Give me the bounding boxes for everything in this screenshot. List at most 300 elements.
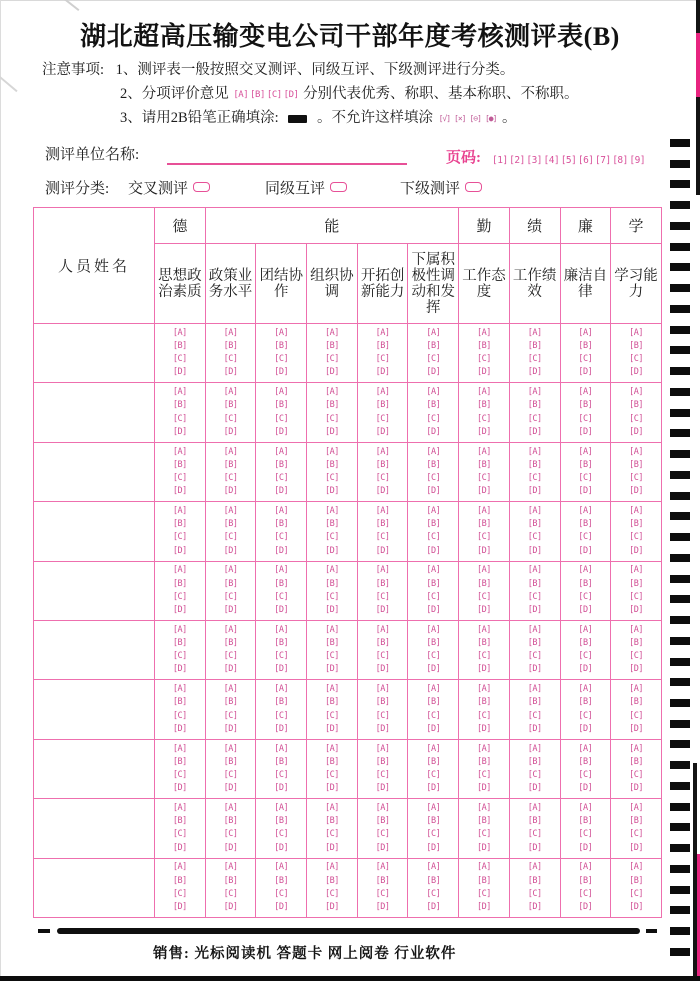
bubble-D[interactable]: [D]	[578, 783, 593, 794]
bubble-C[interactable]: [C]	[274, 472, 289, 483]
bubble-C[interactable]: [C]	[274, 354, 289, 365]
bubble-C[interactable]: [C]	[274, 710, 289, 721]
bubble-D[interactable]: [D]	[629, 664, 643, 675]
bubble-B[interactable]: [B]	[223, 756, 238, 767]
bubble-A[interactable]: [A]	[527, 802, 542, 813]
bubble-C[interactable]: [C]	[629, 591, 643, 602]
bubble-A[interactable]: [A]	[172, 862, 187, 873]
bubble-C[interactable]: [C]	[375, 472, 390, 483]
bubble-C[interactable]: [C]	[223, 888, 238, 899]
bubble-B[interactable]: [B]	[426, 340, 441, 351]
bubble-A[interactable]: [A]	[578, 505, 593, 516]
bubble-D[interactable]: [D]	[172, 486, 187, 497]
bubble-B[interactable]: [B]	[172, 578, 187, 589]
bubble-C[interactable]: [C]	[527, 472, 542, 483]
bubble-D[interactable]: [D]	[375, 664, 390, 675]
bubble-B[interactable]: [B]	[426, 578, 441, 589]
page-number-bubble[interactable]: [4]	[543, 155, 560, 166]
bubble-B[interactable]: [B]	[477, 637, 491, 648]
name-cell[interactable]	[34, 620, 155, 679]
bubble-A[interactable]: [A]	[527, 624, 542, 635]
bubble-B[interactable]: [B]	[426, 875, 441, 886]
bubble-D[interactable]: [D]	[324, 842, 339, 853]
bubble-A[interactable]: [A]	[629, 802, 643, 813]
bubble-D[interactable]: [D]	[426, 486, 441, 497]
bubble-B[interactable]: [B]	[375, 875, 390, 886]
bubble-A[interactable]: [A]	[527, 862, 542, 873]
bubble-A[interactable]: [A]	[375, 862, 390, 873]
bubble-D[interactable]: [D]	[426, 664, 441, 675]
bubble-B[interactable]: [B]	[527, 340, 542, 351]
bubble-C[interactable]: [C]	[477, 591, 491, 602]
bubble-A[interactable]: [A]	[477, 446, 491, 457]
bubble-A[interactable]: [A]	[274, 862, 289, 873]
bubble-B[interactable]: [B]	[375, 816, 390, 827]
bubble-B[interactable]: [B]	[629, 578, 643, 589]
bubble-B[interactable]: [B]	[426, 816, 441, 827]
bubble-A[interactable]: [A]	[172, 802, 187, 813]
bubble-A[interactable]: [A]	[172, 743, 187, 754]
bubble-C[interactable]: [C]	[578, 769, 593, 780]
bubble-C[interactable]: [C]	[172, 829, 187, 840]
bubble-D[interactable]: [D]	[223, 604, 238, 615]
bubble-B[interactable]: [B]	[629, 459, 643, 470]
bubble-D[interactable]: [D]	[324, 545, 339, 556]
bubble-C[interactable]: [C]	[426, 591, 441, 602]
bubble-B[interactable]: [B]	[375, 697, 390, 708]
bubble-A[interactable]: [A]	[274, 802, 289, 813]
bubble-A[interactable]: [A]	[578, 565, 593, 576]
bubble-D[interactable]: [D]	[375, 367, 390, 378]
bubble-D[interactable]: [D]	[274, 545, 289, 556]
bubble-B[interactable]: [B]	[578, 340, 593, 351]
bubble-D[interactable]: [D]	[527, 723, 542, 734]
bubble-A[interactable]: [A]	[223, 624, 238, 635]
bubble-C[interactable]: [C]	[223, 472, 238, 483]
bubble-C[interactable]: [C]	[477, 651, 491, 662]
bubble-D[interactable]: [D]	[426, 723, 441, 734]
bubble-C[interactable]: [C]	[375, 532, 390, 543]
bubble-C[interactable]: [C]	[172, 591, 187, 602]
bubble-B[interactable]: [B]	[223, 340, 238, 351]
bubble-D[interactable]: [D]	[172, 604, 187, 615]
bubble-C[interactable]: [C]	[426, 413, 441, 424]
bubble-A[interactable]: [A]	[426, 684, 441, 695]
bubble-C[interactable]: [C]	[527, 532, 542, 543]
bubble-D[interactable]: [D]	[274, 842, 289, 853]
bubble-B[interactable]: [B]	[578, 578, 593, 589]
bubble-A[interactable]: [A]	[274, 743, 289, 754]
bubble-C[interactable]: [C]	[223, 829, 238, 840]
bubble-B[interactable]: [B]	[324, 400, 339, 411]
bubble-D[interactable]: [D]	[274, 426, 289, 437]
bubble-A[interactable]: [A]	[578, 387, 593, 398]
bubble-D[interactable]: [D]	[578, 842, 593, 853]
bubble-D[interactable]: [D]	[527, 426, 542, 437]
page-number-bubble[interactable]: [3]	[526, 155, 543, 166]
bubble-C[interactable]: [C]	[172, 651, 187, 662]
bubble-C[interactable]: [C]	[274, 532, 289, 543]
bubble-A[interactable]: [A]	[629, 862, 643, 873]
bubble-A[interactable]: [A]	[172, 505, 187, 516]
bubble-A[interactable]: [A]	[223, 505, 238, 516]
bubble-D[interactable]: [D]	[324, 604, 339, 615]
bubble-D[interactable]: [D]	[324, 664, 339, 675]
bubble-B[interactable]: [B]	[172, 875, 187, 886]
bubble-B[interactable]: [B]	[324, 340, 339, 351]
bubble-B[interactable]: [B]	[223, 578, 238, 589]
bubble-A[interactable]: [A]	[172, 624, 187, 635]
bubble-C[interactable]: [C]	[375, 769, 390, 780]
bubble-B[interactable]: [B]	[375, 578, 390, 589]
bubble-A[interactable]: [A]	[477, 327, 491, 338]
bubble-D[interactable]: [D]	[223, 426, 238, 437]
bubble-D[interactable]: [D]	[527, 842, 542, 853]
bubble-C[interactable]: [C]	[426, 888, 441, 899]
bubble-D[interactable]: [D]	[375, 783, 390, 794]
bubble-C[interactable]: [C]	[172, 888, 187, 899]
page-number-bubble[interactable]: [1]	[492, 155, 508, 166]
bubble-A[interactable]: [A]	[375, 505, 390, 516]
bubble-A[interactable]: [A]	[324, 565, 339, 576]
name-cell[interactable]	[34, 561, 155, 620]
bubble-D[interactable]: [D]	[578, 604, 593, 615]
bubble-B[interactable]: [B]	[527, 519, 542, 530]
bubble-A[interactable]: [A]	[324, 684, 339, 695]
bubble-D[interactable]: [D]	[527, 486, 542, 497]
bubble-B[interactable]: [B]	[223, 816, 238, 827]
bubble-D[interactable]: [D]	[324, 367, 339, 378]
bubble-A[interactable]: [A]	[375, 327, 390, 338]
bubble-D[interactable]: [D]	[527, 901, 542, 912]
bubble-C[interactable]: [C]	[578, 710, 593, 721]
bubble-B[interactable]: [B]	[172, 459, 187, 470]
bubble-C[interactable]: [C]	[629, 710, 643, 721]
bubble-A[interactable]: [A]	[527, 327, 542, 338]
name-cell[interactable]	[34, 739, 155, 798]
bubble-B[interactable]: [B]	[477, 340, 491, 351]
bubble-A[interactable]: [A]	[527, 684, 542, 695]
bubble-D[interactable]: [D]	[578, 723, 593, 734]
bubble-C[interactable]: [C]	[477, 472, 491, 483]
bubble-B[interactable]: [B]	[477, 875, 491, 886]
bubble-D[interactable]: [D]	[274, 723, 289, 734]
bubble-D[interactable]: [D]	[172, 367, 187, 378]
bubble-B[interactable]: [B]	[477, 578, 491, 589]
bubble-D[interactable]: [D]	[172, 664, 187, 675]
bubble-B[interactable]: [B]	[274, 400, 289, 411]
bubble-B[interactable]: [B]	[274, 756, 289, 767]
bubble-B[interactable]: [B]	[477, 400, 491, 411]
bubble-B[interactable]: [B]	[527, 816, 542, 827]
bubble-C[interactable]: [C]	[223, 413, 238, 424]
bubble-B[interactable]: [B]	[274, 637, 289, 648]
bubble-D[interactable]: [D]	[629, 842, 643, 853]
bubble-D[interactable]: [D]	[274, 783, 289, 794]
bubble-D[interactable]: [D]	[477, 545, 491, 556]
bubble-A[interactable]: [A]	[223, 802, 238, 813]
bubble-A[interactable]: [A]	[172, 565, 187, 576]
bubble-B[interactable]: [B]	[324, 816, 339, 827]
bubble-D[interactable]: [D]	[629, 545, 643, 556]
bubble-D[interactable]: [D]	[629, 486, 643, 497]
bubble-B[interactable]: [B]	[375, 637, 390, 648]
bubble-A[interactable]: [A]	[578, 862, 593, 873]
bubble-A[interactable]: [A]	[629, 446, 643, 457]
bubble-C[interactable]: [C]	[578, 413, 593, 424]
bubble-B[interactable]: [B]	[375, 400, 390, 411]
bubble-C[interactable]: [C]	[324, 769, 339, 780]
bubble-A[interactable]: [A]	[426, 387, 441, 398]
bubble-B[interactable]: [B]	[629, 816, 643, 827]
bubble-D[interactable]: [D]	[223, 664, 238, 675]
bubble-B[interactable]: [B]	[477, 816, 491, 827]
bubble-D[interactable]: [D]	[477, 783, 491, 794]
bubble-D[interactable]: [D]	[629, 901, 643, 912]
bubble-D[interactable]: [D]	[274, 664, 289, 675]
bubble-D[interactable]: [D]	[477, 664, 491, 675]
bubble-B[interactable]: [B]	[578, 637, 593, 648]
bubble-A[interactable]: [A]	[223, 743, 238, 754]
bubble-A[interactable]: [A]	[375, 387, 390, 398]
bubble-A[interactable]: [A]	[223, 684, 238, 695]
bubble-C[interactable]: [C]	[223, 710, 238, 721]
bubble-D[interactable]: [D]	[223, 367, 238, 378]
bubble-A[interactable]: [A]	[527, 387, 542, 398]
bubble-D[interactable]: [D]	[172, 723, 187, 734]
bubble-C[interactable]: [C]	[274, 651, 289, 662]
bubble-D[interactable]: [D]	[629, 604, 643, 615]
bubble-C[interactable]: [C]	[578, 651, 593, 662]
bubble-A[interactable]: [A]	[375, 624, 390, 635]
bubble-A[interactable]: [A]	[172, 387, 187, 398]
bubble-C[interactable]: [C]	[578, 591, 593, 602]
bubble-B[interactable]: [B]	[629, 340, 643, 351]
bubble-C[interactable]: [C]	[629, 651, 643, 662]
bubble-D[interactable]: [D]	[223, 901, 238, 912]
bubble-D[interactable]: [D]	[578, 545, 593, 556]
bubble-C[interactable]: [C]	[172, 413, 187, 424]
bubble-A[interactable]: [A]	[477, 862, 491, 873]
bubble-A[interactable]: [A]	[375, 565, 390, 576]
bubble-C[interactable]: [C]	[629, 413, 643, 424]
bubble-B[interactable]: [B]	[324, 875, 339, 886]
bubble-D[interactable]: [D]	[375, 604, 390, 615]
bubble-B[interactable]: [B]	[527, 400, 542, 411]
bubble-D[interactable]: [D]	[629, 783, 643, 794]
bubble-D[interactable]: [D]	[578, 486, 593, 497]
page-number-bubble[interactable]: [2]	[509, 155, 525, 166]
bubble-C[interactable]: [C]	[223, 769, 238, 780]
bubble-C[interactable]: [C]	[223, 532, 238, 543]
bubble-C[interactable]: [C]	[324, 354, 339, 365]
bubble-C[interactable]: [C]	[426, 829, 441, 840]
bubble-A[interactable]: [A]	[477, 743, 491, 754]
bubble-A[interactable]: [A]	[527, 565, 542, 576]
bubble-C[interactable]: [C]	[477, 829, 491, 840]
bubble-C[interactable]: [C]	[172, 354, 187, 365]
bubble-D[interactable]: [D]	[324, 901, 339, 912]
bubble-D[interactable]: [D]	[527, 783, 542, 794]
bubble-D[interactable]: [D]	[578, 664, 593, 675]
bubble-B[interactable]: [B]	[324, 578, 339, 589]
bubble-D[interactable]: [D]	[223, 842, 238, 853]
bubble-A[interactable]: [A]	[629, 743, 643, 754]
bubble-A[interactable]: [A]	[477, 624, 491, 635]
bubble-D[interactable]: [D]	[629, 426, 643, 437]
bubble-A[interactable]: [A]	[426, 862, 441, 873]
bubble-C[interactable]: [C]	[578, 354, 593, 365]
bubble-C[interactable]: [C]	[477, 888, 491, 899]
bubble-C[interactable]: [C]	[578, 472, 593, 483]
bubble-B[interactable]: [B]	[527, 697, 542, 708]
bubble-D[interactable]: [D]	[426, 604, 441, 615]
bubble-C[interactable]: [C]	[324, 829, 339, 840]
bubble-C[interactable]: [C]	[274, 829, 289, 840]
bubble-B[interactable]: [B]	[172, 519, 187, 530]
bubble-C[interactable]: [C]	[375, 354, 390, 365]
page-number-bubble[interactable]: [5]	[560, 155, 577, 166]
bubble-A[interactable]: [A]	[274, 446, 289, 457]
bubble-D[interactable]: [D]	[477, 486, 491, 497]
bubble-C[interactable]: [C]	[527, 710, 542, 721]
unit-name-input[interactable]	[167, 145, 407, 165]
bubble-D[interactable]: [D]	[172, 426, 187, 437]
bubble-B[interactable]: [B]	[223, 697, 238, 708]
bubble-A[interactable]: [A]	[172, 684, 187, 695]
bubble-B[interactable]: [B]	[527, 578, 542, 589]
bubble-D[interactable]: [D]	[578, 367, 593, 378]
bubble-C[interactable]: [C]	[375, 829, 390, 840]
bubble-D[interactable]: [D]	[172, 545, 187, 556]
bubble-B[interactable]: [B]	[375, 756, 390, 767]
bubble-D[interactable]: [D]	[426, 545, 441, 556]
bubble-B[interactable]: [B]	[223, 400, 238, 411]
bubble-C[interactable]: [C]	[629, 769, 643, 780]
page-number-bubble[interactable]: [8]	[612, 155, 628, 166]
bubble-D[interactable]: [D]	[324, 486, 339, 497]
bubble-D[interactable]: [D]	[527, 664, 542, 675]
bubble-C[interactable]: [C]	[274, 888, 289, 899]
bubble-B[interactable]: [B]	[324, 697, 339, 708]
bubble-A[interactable]: [A]	[629, 505, 643, 516]
page-number-bubble[interactable]: [6]	[577, 155, 594, 166]
bubble-C[interactable]: [C]	[324, 888, 339, 899]
bubble-A[interactable]: [A]	[578, 802, 593, 813]
bubble-B[interactable]: [B]	[324, 459, 339, 470]
bubble-B[interactable]: [B]	[426, 400, 441, 411]
bubble-D[interactable]: [D]	[172, 783, 187, 794]
bubble-B[interactable]: [B]	[223, 875, 238, 886]
bubble-B[interactable]: [B]	[629, 637, 643, 648]
bubble-A[interactable]: [A]	[629, 565, 643, 576]
bubble-D[interactable]: [D]	[274, 367, 289, 378]
bubble-A[interactable]: [A]	[375, 802, 390, 813]
bubble-C[interactable]: [C]	[578, 829, 593, 840]
bubble-C[interactable]: [C]	[426, 710, 441, 721]
bubble-A[interactable]: [A]	[274, 624, 289, 635]
bubble-A[interactable]: [A]	[477, 387, 491, 398]
classification-checkbox-subordinate[interactable]	[465, 182, 482, 192]
bubble-A[interactable]: [A]	[324, 802, 339, 813]
bubble-C[interactable]: [C]	[324, 472, 339, 483]
bubble-C[interactable]: [C]	[477, 354, 491, 365]
bubble-A[interactable]: [A]	[578, 446, 593, 457]
bubble-A[interactable]: [A]	[426, 327, 441, 338]
bubble-B[interactable]: [B]	[324, 519, 339, 530]
bubble-B[interactable]: [B]	[324, 637, 339, 648]
bubble-D[interactable]: [D]	[527, 367, 542, 378]
bubble-D[interactable]: [D]	[172, 842, 187, 853]
bubble-A[interactable]: [A]	[324, 743, 339, 754]
name-cell[interactable]	[34, 799, 155, 858]
bubble-C[interactable]: [C]	[477, 769, 491, 780]
name-cell[interactable]	[34, 858, 155, 917]
bubble-B[interactable]: [B]	[223, 519, 238, 530]
bubble-B[interactable]: [B]	[426, 756, 441, 767]
bubble-C[interactable]: [C]	[172, 769, 187, 780]
name-cell[interactable]	[34, 502, 155, 561]
bubble-C[interactable]: [C]	[426, 532, 441, 543]
bubble-C[interactable]: [C]	[426, 472, 441, 483]
bubble-B[interactable]: [B]	[477, 459, 491, 470]
bubble-C[interactable]: [C]	[629, 888, 643, 899]
bubble-A[interactable]: [A]	[578, 743, 593, 754]
bubble-D[interactable]: [D]	[274, 901, 289, 912]
bubble-B[interactable]: [B]	[578, 697, 593, 708]
bubble-A[interactable]: [A]	[324, 862, 339, 873]
bubble-B[interactable]: [B]	[578, 756, 593, 767]
bubble-C[interactable]: [C]	[426, 769, 441, 780]
bubble-C[interactable]: [C]	[274, 413, 289, 424]
bubble-B[interactable]: [B]	[172, 816, 187, 827]
bubble-B[interactable]: [B]	[578, 875, 593, 886]
bubble-C[interactable]: [C]	[375, 888, 390, 899]
name-cell[interactable]	[34, 324, 155, 383]
bubble-B[interactable]: [B]	[629, 519, 643, 530]
bubble-D[interactable]: [D]	[375, 723, 390, 734]
bubble-D[interactable]: [D]	[527, 545, 542, 556]
bubble-D[interactable]: [D]	[274, 604, 289, 615]
bubble-C[interactable]: [C]	[324, 710, 339, 721]
bubble-C[interactable]: [C]	[274, 769, 289, 780]
bubble-B[interactable]: [B]	[578, 400, 593, 411]
bubble-B[interactable]: [B]	[426, 697, 441, 708]
bubble-A[interactable]: [A]	[629, 624, 643, 635]
bubble-C[interactable]: [C]	[172, 710, 187, 721]
bubble-B[interactable]: [B]	[172, 340, 187, 351]
bubble-D[interactable]: [D]	[223, 486, 238, 497]
bubble-C[interactable]: [C]	[527, 413, 542, 424]
bubble-A[interactable]: [A]	[629, 387, 643, 398]
bubble-D[interactable]: [D]	[477, 901, 491, 912]
page-number-bubble[interactable]: [9]	[629, 155, 646, 166]
bubble-B[interactable]: [B]	[172, 697, 187, 708]
bubble-A[interactable]: [A]	[527, 505, 542, 516]
bubble-D[interactable]: [D]	[477, 723, 491, 734]
bubble-A[interactable]: [A]	[477, 684, 491, 695]
bubble-A[interactable]: [A]	[578, 684, 593, 695]
bubble-D[interactable]: [D]	[578, 426, 593, 437]
bubble-C[interactable]: [C]	[324, 651, 339, 662]
bubble-A[interactable]: [A]	[172, 327, 187, 338]
bubble-D[interactable]: [D]	[629, 367, 643, 378]
bubble-A[interactable]: [A]	[578, 624, 593, 635]
bubble-B[interactable]: [B]	[223, 459, 238, 470]
bubble-D[interactable]: [D]	[629, 723, 643, 734]
bubble-B[interactable]: [B]	[172, 400, 187, 411]
bubble-B[interactable]: [B]	[477, 756, 491, 767]
